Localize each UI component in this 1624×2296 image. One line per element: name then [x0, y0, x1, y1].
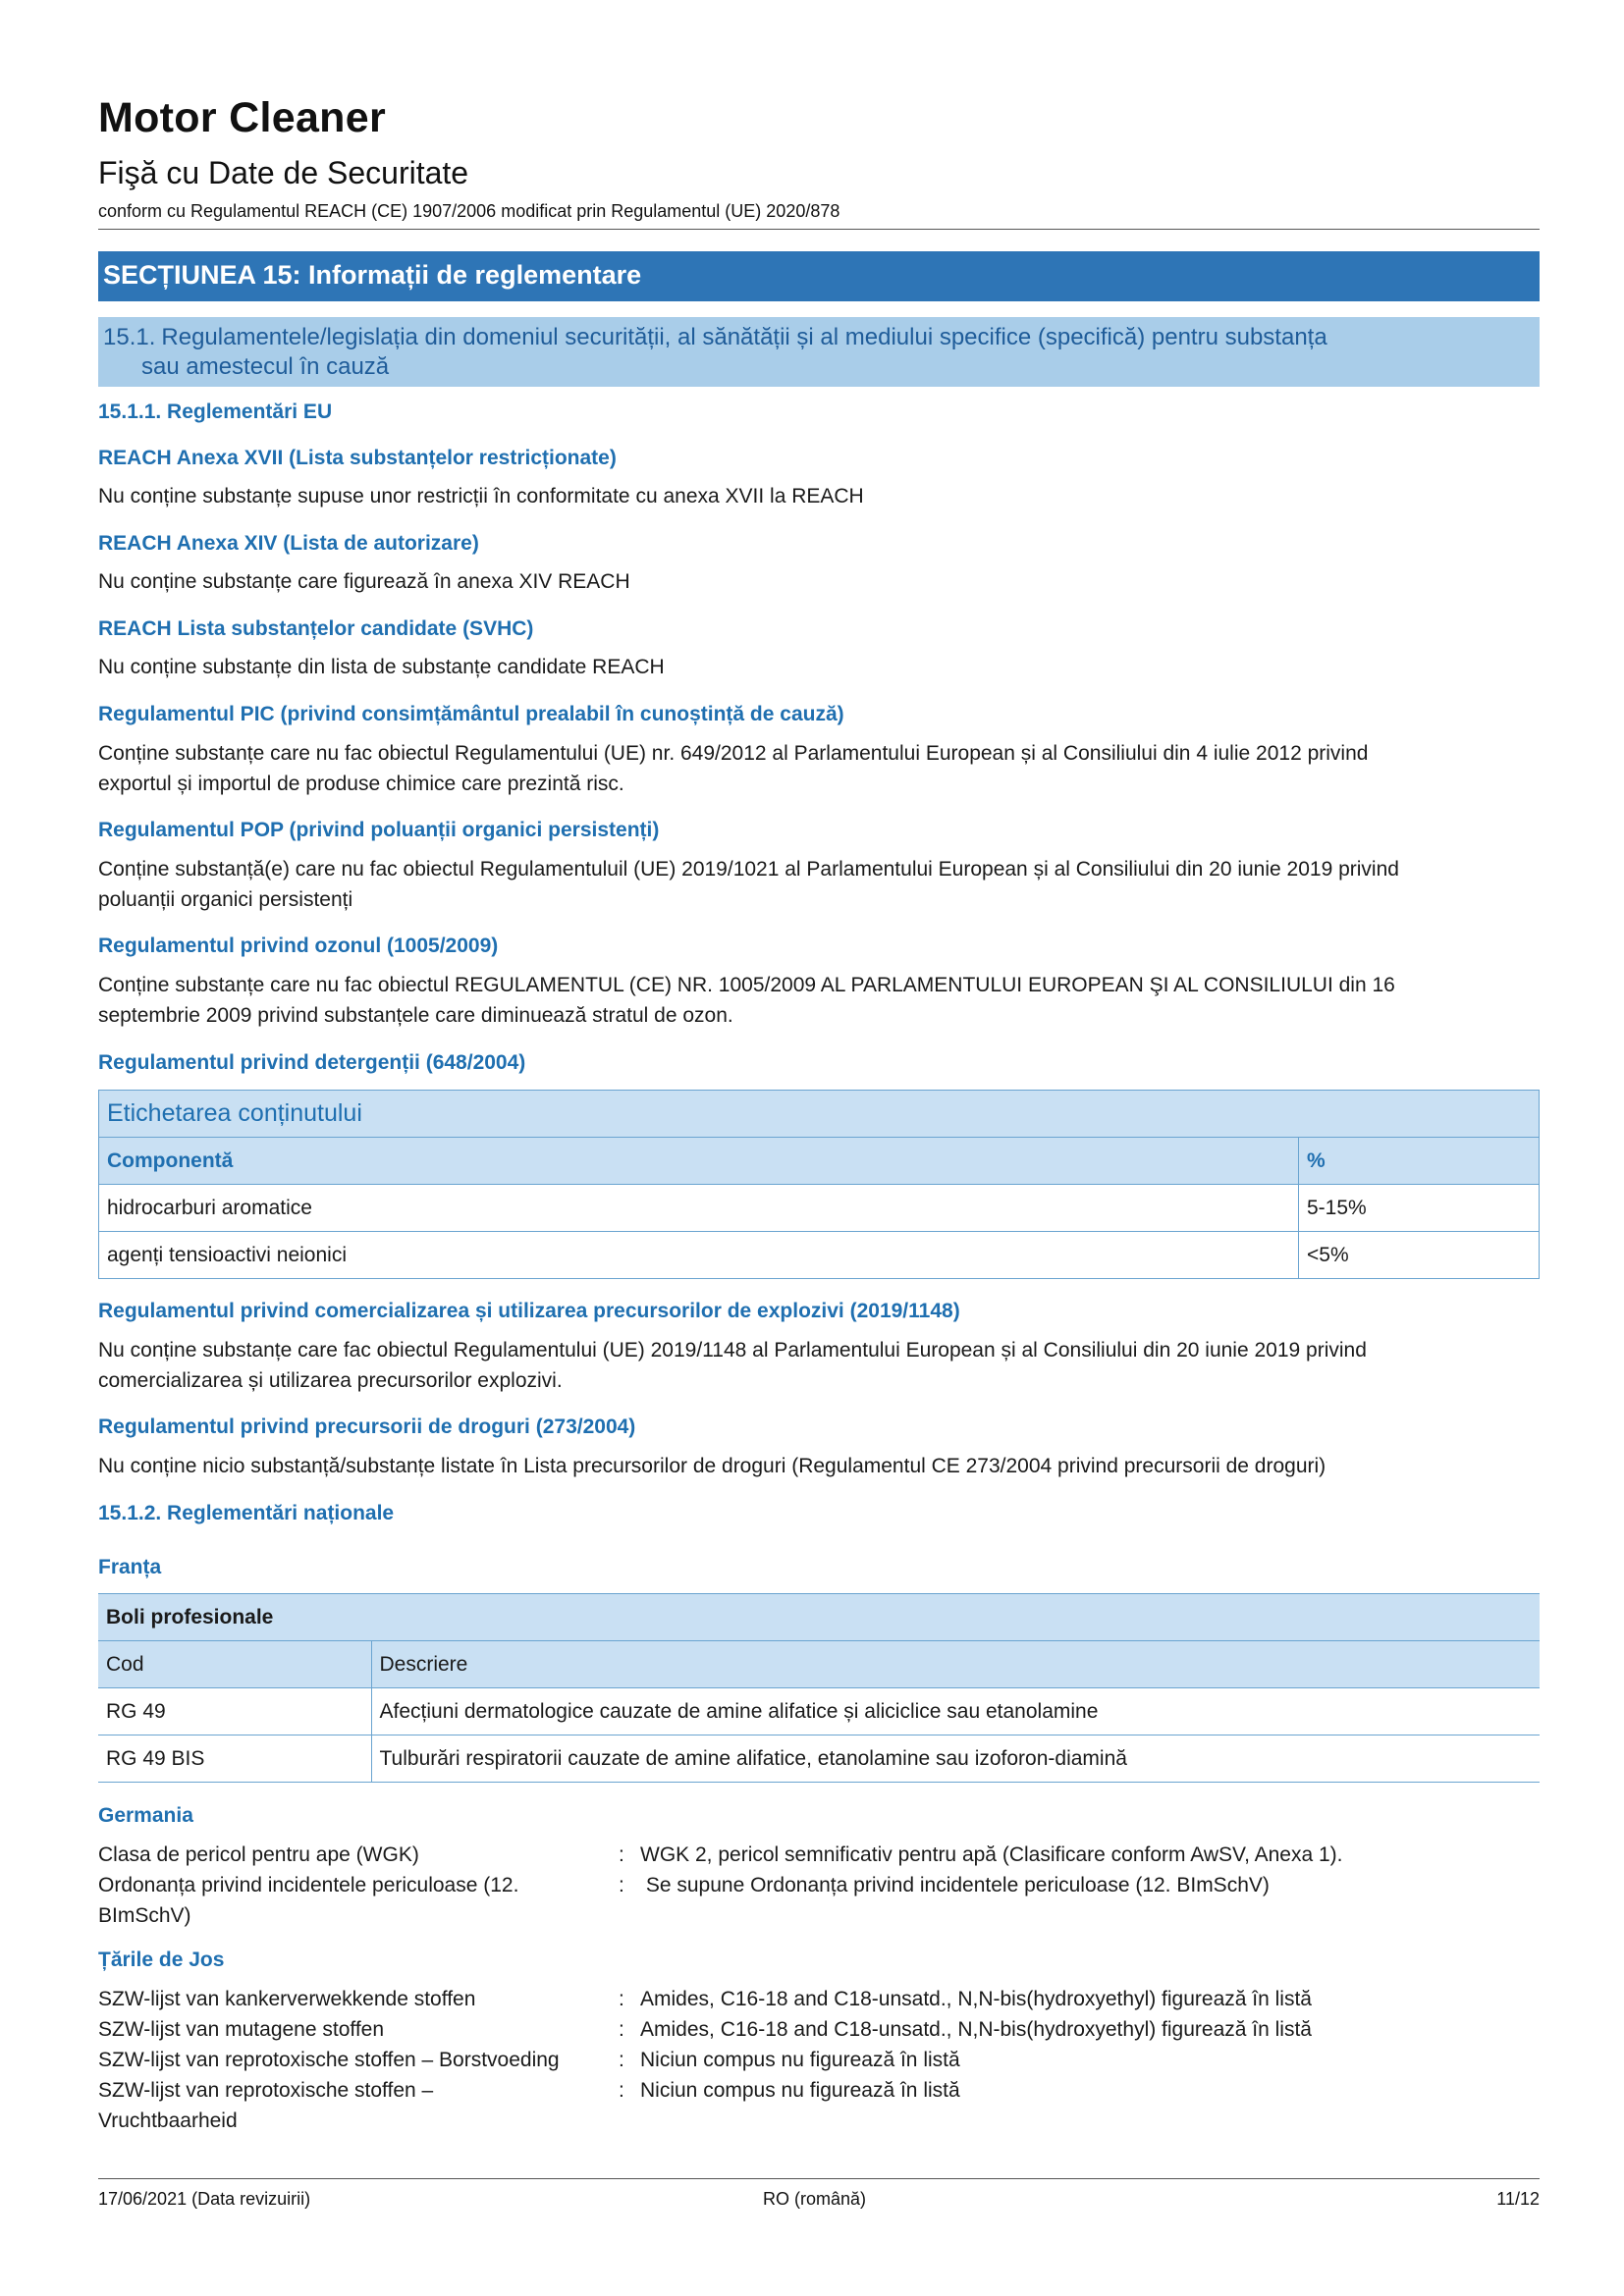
item-value: Se supune Ordonanța privind incidentele periculoase (12. BImSchV) — [640, 1874, 1270, 1896]
occupational-diseases-table — [98, 1593, 1540, 1783]
product-title: Motor Cleaner — [98, 94, 386, 141]
germany-list — [98, 1840, 1540, 1931]
table-row — [98, 1688, 1540, 1735]
ozone-text-line2: septembrie 2009 privind substanțele care diminuează stratul de ozon. — [98, 1004, 733, 1027]
detergents-regulation-heading: Regulamentul privind detergenții (648/2004) — [98, 1051, 526, 1074]
subsection-title-line1: Regulamentele/legislația din domeniul securității, al sănătății și al mediului specifice (specifică) pentru substanța — [161, 324, 1327, 350]
header-divider — [98, 229, 1540, 230]
disease-code: RG 49 — [98, 1688, 371, 1735]
list-item — [98, 1984, 1540, 2014]
component-percent: <5% — [1299, 1232, 1540, 1279]
table-title: Boli profesionale — [98, 1594, 1540, 1641]
ozone-text-line1: Conține substanțe care nu fac obiectul REGULAMENTUL (CE) NR. 1005/2009 AL PARLAMENTULUI EUROPEAN ŞI AL CONSILIULUI din 16 — [98, 974, 1395, 996]
list-item — [98, 2045, 1540, 2075]
item-key-line1: SZW-lijst van reprotoxische stoffen – — [98, 2079, 434, 2102]
list-item — [98, 1840, 1540, 1870]
subsection-title-bar — [98, 317, 1540, 387]
table-row — [98, 1735, 1540, 1783]
pop-text-line1: Conține substanță(e) care nu fac obiectul Regulamentuluil (UE) 2019/1021 al Parlamentului European și al Consiliului din 20 iunie 2019 privind — [98, 858, 1399, 881]
disease-description: Tulburări respiratorii cauzate de amine alifatice, etanolamine sau izoforon-diamină — [371, 1735, 1540, 1783]
explosives-regulation-text — [98, 1335, 1540, 1396]
subsection-number: 15.1. — [103, 324, 156, 350]
item-separator: : — [619, 2018, 624, 2041]
national-regulations-heading: 15.1.2. Reglementări naționale — [98, 1502, 395, 1524]
page-number: 11/12 — [1496, 2189, 1540, 2209]
eu-regulations-heading: 15.1.1. Reglementări EU — [98, 400, 333, 423]
explosives-text-line1: Nu conține substanțe care fac obiectul Regulamentului (UE) 2019/1148 al Parlamentului European și al Consiliului din 20 iunie 2019 privind — [98, 1339, 1367, 1362]
list-item — [98, 1870, 1540, 1931]
table-header-row — [98, 1641, 1540, 1688]
item-value: WGK 2, pericol semnificativ pentru apă (Clasificare conform AwSV, Anexa 1). — [640, 1843, 1343, 1866]
table-row — [99, 1232, 1540, 1279]
document-subtitle: Fişă cu Date de Securitate — [98, 155, 469, 190]
item-key: SZW-lijst van mutagene stoffen — [98, 2018, 385, 2041]
list-item — [98, 2014, 1540, 2045]
item-value: Niciun compus nu figurează în listă — [640, 2079, 960, 2102]
pop-text-line2: poluanții organici persistenți — [98, 888, 353, 911]
netherlands-list — [98, 1984, 1540, 2136]
pic-regulation-text — [98, 738, 1540, 799]
disease-code: RG 49 BIS — [98, 1735, 371, 1783]
france-heading: Franța — [98, 1556, 162, 1578]
pic-text-line1: Conține substanțe care nu fac obiectul Regulamentului (UE) nr. 649/2012 al Parlamentului European și al Consiliului din 4 iulie 2012 privind — [98, 742, 1369, 765]
item-key: Clasa de pericol pentru ape (WGK) — [98, 1843, 419, 1866]
column-header-component: Componentă — [99, 1138, 1299, 1185]
section-title-bar: SECȚIUNEA 15: Informații de reglementare — [98, 251, 1540, 301]
footer-divider — [98, 2178, 1540, 2179]
table-header-row — [99, 1138, 1540, 1185]
regulation-line: conform cu Regulamentul REACH (CE) 1907/2006 modificat prin Regulamentul (UE) 2020/878 — [98, 201, 840, 221]
reach-svhc-heading: REACH Lista substanțelor candidate (SVHC) — [98, 617, 534, 640]
column-header-code: Cod — [98, 1641, 371, 1688]
item-separator: : — [619, 2049, 624, 2071]
item-key: SZW-lijst van reprotoxische stoffen – Borstvoeding — [98, 2049, 560, 2071]
item-separator: : — [619, 1874, 624, 1896]
detergent-label-table — [98, 1090, 1540, 1279]
pop-regulation-heading: Regulamentul POP (privind poluanții organici persistenți) — [98, 819, 660, 841]
list-item — [98, 2075, 1540, 2136]
column-header-description: Descriere — [371, 1641, 1540, 1688]
subsection-title-line2: sau amestecul în cauză — [141, 353, 390, 380]
component-name: agenți tensioactivi neionici — [99, 1232, 1299, 1279]
netherlands-heading: Țările de Jos — [98, 1949, 225, 1971]
reach-svhc-text: Nu conține substanțe din lista de substanțe candidate REACH — [98, 656, 665, 678]
reach-annex-xiv-text: Nu conține substanțe care figurează în anexa XIV REACH — [98, 570, 630, 593]
table-title-row — [99, 1091, 1540, 1138]
drug-precursors-text: Nu conține nicio substanță/substanțe listate în Lista precursorilor de droguri (Regulamentul CE 273/2004 privind precursorii de droguri) — [98, 1455, 1326, 1477]
table-title: Etichetarea conținutului — [99, 1091, 1540, 1138]
reach-annex-xvii-text: Nu conține substanțe supuse unor restricții în conformitate cu anexa XVII la REACH — [98, 485, 864, 507]
item-separator: : — [619, 1988, 624, 2010]
germany-heading: Germania — [98, 1804, 193, 1827]
item-key-line2: Vruchtbaarheid — [98, 2109, 238, 2132]
disease-description: Afecțiuni dermatologice cauzate de amine alifatice și aliciclice sau etanolamine — [371, 1688, 1540, 1735]
explosives-text-line2: comercializarea și utilizarea precursorilor explozivi. — [98, 1369, 563, 1392]
item-key — [98, 1870, 619, 1931]
pic-text-line2: exportul și importul de produse chimice care prezintă risc. — [98, 773, 624, 795]
component-name: hidrocarburi aromatice — [99, 1185, 1299, 1232]
component-percent: 5-15% — [1299, 1185, 1540, 1232]
item-value: Niciun compus nu figurează în listă — [640, 2049, 960, 2071]
ozone-regulation-text — [98, 970, 1540, 1031]
table-title-row — [98, 1594, 1540, 1641]
document-language: RO (română) — [763, 2189, 867, 2209]
reach-annex-xvii-heading: REACH Anexa XVII (Lista substanțelor restricționate) — [98, 447, 617, 469]
explosives-regulation-heading: Regulamentul privind comercializarea și utilizarea precursorilor de explozivi (2019/1148) — [98, 1300, 960, 1322]
item-key-line2: BImSchV) — [98, 1904, 191, 1927]
item-key — [98, 2075, 619, 2136]
ozone-regulation-heading: Regulamentul privind ozonul (1005/2009) — [98, 934, 499, 957]
item-value: Amides, C16-18 and C18-unsatd., N,N-bis(hydroxyethyl) figurează în listă — [640, 2018, 1312, 2041]
revision-date: 17/06/2021 (Data revizuirii) — [98, 2189, 311, 2209]
item-separator: : — [619, 1843, 624, 1866]
item-value: Amides, C16-18 and C18-unsatd., N,N-bis(hydroxyethyl) figurează în listă — [640, 1988, 1312, 2010]
pic-regulation-heading: Regulamentul PIC (privind consimțământul prealabil în cunoștință de cauză) — [98, 703, 844, 725]
item-key: SZW-lijst van kankerverwekkende stoffen — [98, 1988, 476, 2010]
column-header-percent: % — [1299, 1138, 1540, 1185]
reach-annex-xiv-heading: REACH Anexa XIV (Lista de autorizare) — [98, 532, 479, 555]
drug-precursors-heading: Regulamentul privind precursorii de droguri (273/2004) — [98, 1415, 636, 1438]
item-separator: : — [619, 2079, 624, 2102]
pop-regulation-text — [98, 854, 1540, 915]
item-key-line1: Ordonanța privind incidentele periculoase (12. — [98, 1874, 519, 1896]
table-row — [99, 1185, 1540, 1232]
